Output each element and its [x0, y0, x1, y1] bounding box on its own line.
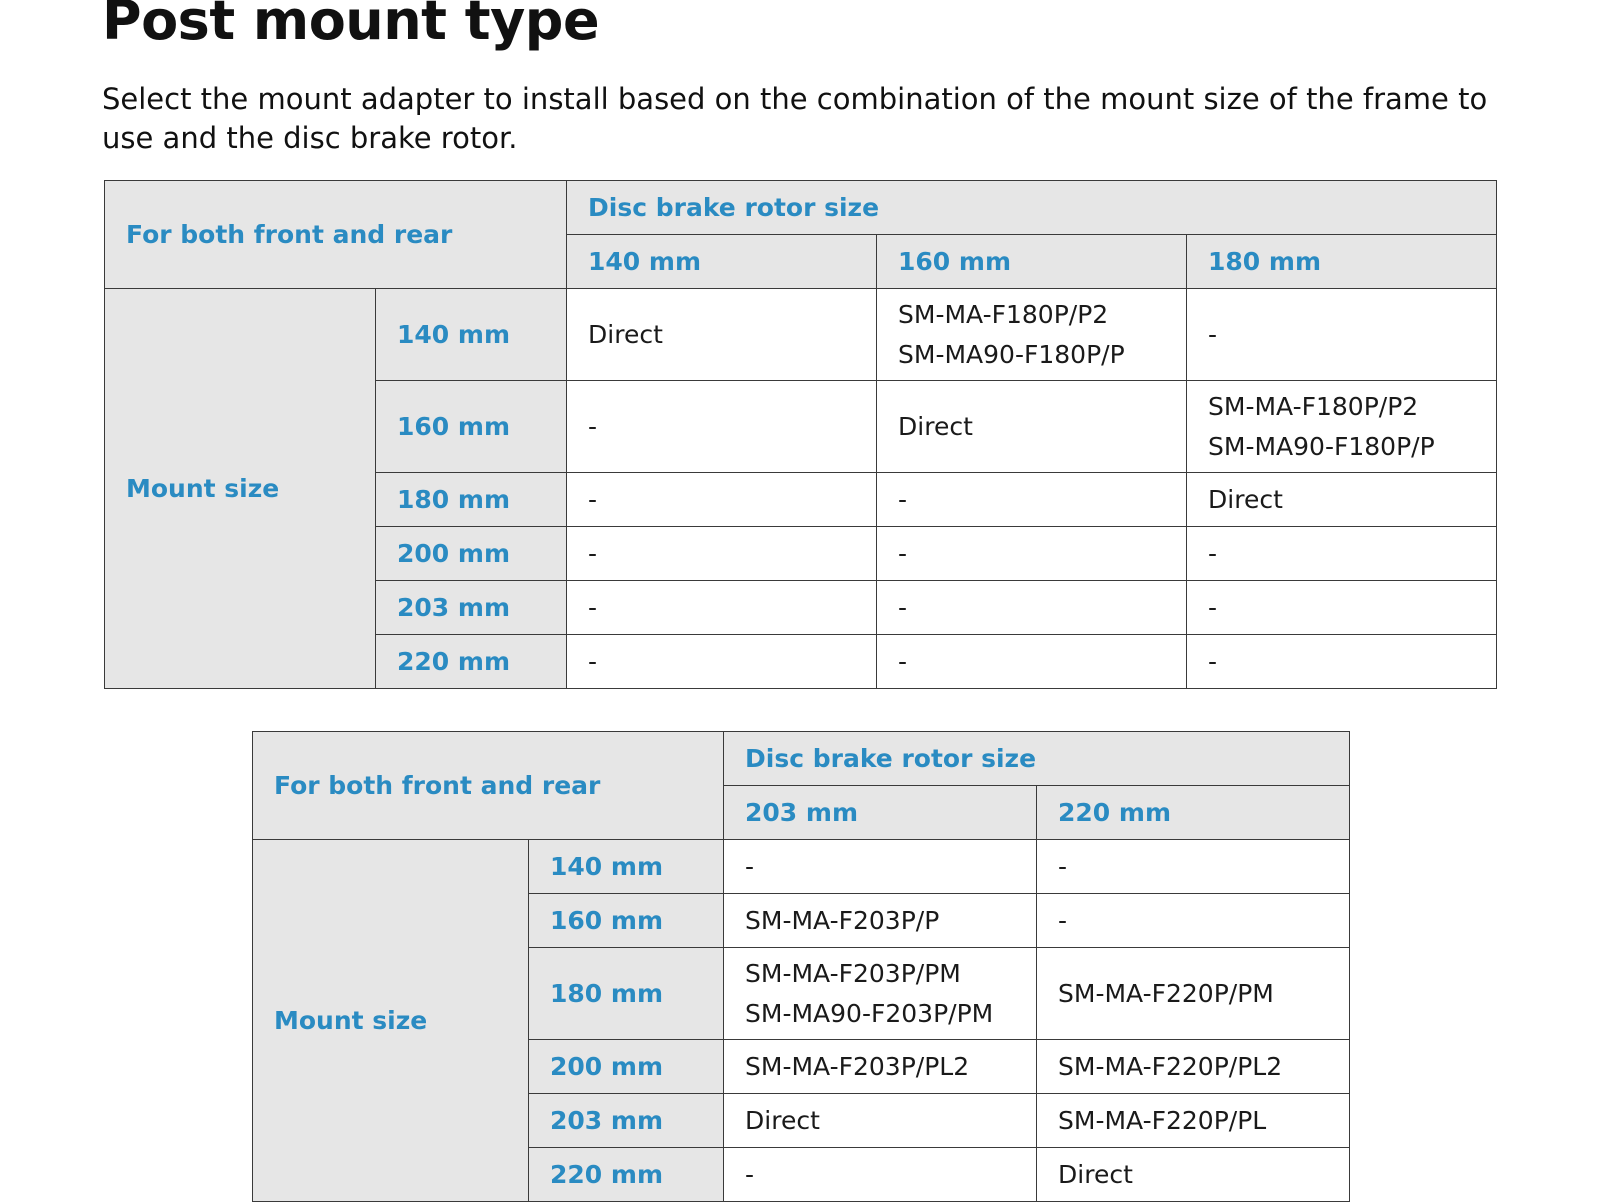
adapter-text: - [1208, 319, 1218, 349]
rotor-size-column-header: 160 mm [877, 235, 1187, 289]
corner-label: For both front and rear [253, 732, 724, 840]
mount-size-row-header: 220 mm [529, 1148, 724, 1202]
adapter-cell [567, 381, 877, 473]
adapter-text: SM-MA90-F203P/PM [745, 998, 994, 1028]
mount-size-row-header: 200 mm [376, 527, 567, 581]
mount-size-row-header: 180 mm [376, 473, 567, 527]
intro-text: Select the mount adapter to install based on the combination of the mount size of the frame to use and the disc brake rotor. [102, 82, 1488, 155]
rotor-size-column-header: 203 mm [724, 786, 1037, 840]
mount-size-row-header: 203 mm [529, 1094, 724, 1148]
adapter-text: - [588, 592, 598, 622]
adapter-cell [877, 527, 1187, 581]
adapter-cell [1037, 1094, 1350, 1148]
adapter-text: - [588, 646, 598, 676]
rotor-mount-table-1 [104, 180, 1497, 689]
adapter-text: Direct [898, 411, 973, 441]
adapter-text: - [745, 1159, 755, 1189]
adapter-cell [1187, 635, 1497, 689]
adapter-cell [1187, 473, 1497, 527]
adapter-cell [567, 581, 877, 635]
adapter-text: SM-MA-F203P/P [745, 905, 940, 935]
mount-size-row-header: 140 mm [529, 840, 724, 894]
page-title: Post mount type [102, 0, 600, 52]
adapter-text: - [588, 538, 598, 568]
adapter-text: Direct [1058, 1159, 1133, 1189]
adapter-cell [567, 635, 877, 689]
adapter-cell [1037, 840, 1350, 894]
adapter-cell [724, 894, 1037, 948]
header-row [105, 181, 1497, 235]
adapter-text: - [1058, 905, 1068, 935]
adapter-cell [1037, 894, 1350, 948]
adapter-text: SM-MA-F180P/P2 [898, 299, 1109, 329]
adapter-text: SM-MA90-F180P/P [898, 339, 1125, 369]
mount-size-group-header: Mount size [253, 840, 529, 1202]
adapter-cell [1037, 1040, 1350, 1094]
adapter-cell [1037, 1148, 1350, 1202]
adapter-cell [567, 289, 877, 381]
rotor-mount-table-2 [252, 731, 1350, 1202]
adapter-text: - [588, 484, 598, 514]
adapter-text: - [898, 646, 908, 676]
table-row [105, 289, 1497, 381]
header-row [253, 732, 1350, 786]
adapter-cell [567, 473, 877, 527]
adapter-cell [1187, 289, 1497, 381]
adapter-cell [877, 581, 1187, 635]
adapter-cell [724, 1094, 1037, 1148]
adapter-cell [724, 948, 1037, 1040]
adapter-cell [1187, 527, 1497, 581]
corner-label: For both front and rear [105, 181, 567, 289]
table-row [253, 840, 1350, 894]
adapter-text: SM-MA-F203P/PM [745, 958, 961, 988]
adapter-cell [877, 635, 1187, 689]
mount-size-row-header: 180 mm [529, 948, 724, 1040]
mount-size-row-header: 203 mm [376, 581, 567, 635]
mount-size-row-header: 200 mm [529, 1040, 724, 1094]
adapter-text: - [898, 538, 908, 568]
mount-size-row-header: 140 mm [376, 289, 567, 381]
adapter-cell [724, 1148, 1037, 1202]
adapter-text: SM-MA-F203P/PL2 [745, 1051, 970, 1081]
adapter-text: Direct [588, 319, 663, 349]
adapter-text: SM-MA-F220P/PL2 [1058, 1051, 1283, 1081]
adapter-text: - [1208, 538, 1218, 568]
adapter-text: SM-MA-F180P/P2 [1208, 391, 1419, 421]
adapter-cell [1187, 381, 1497, 473]
adapter-text: SM-MA90-F180P/P [1208, 431, 1435, 461]
adapter-text: - [1208, 592, 1218, 622]
adapter-cell [724, 1040, 1037, 1094]
adapter-text: SM-MA-F220P/PM [1058, 978, 1274, 1008]
adapter-cell [877, 289, 1187, 381]
adapter-cell [567, 527, 877, 581]
mount-size-row-header: 220 mm [376, 635, 567, 689]
adapter-text: - [1058, 851, 1068, 881]
adapter-text: - [898, 484, 908, 514]
adapter-text: - [898, 592, 908, 622]
adapter-cell [724, 840, 1037, 894]
rotor-size-column-header: 220 mm [1037, 786, 1350, 840]
adapter-text: Direct [1208, 484, 1283, 514]
rotor-size-group-header: Disc brake rotor size [724, 732, 1350, 786]
mount-size-row-header: 160 mm [376, 381, 567, 473]
rotor-size-column-header: 180 mm [1187, 235, 1497, 289]
mount-size-row-header: 160 mm [529, 894, 724, 948]
rotor-size-column-header: 140 mm [567, 235, 877, 289]
adapter-cell [877, 381, 1187, 473]
mount-size-group-header: Mount size [105, 289, 376, 689]
adapter-text: SM-MA-F220P/PL [1058, 1105, 1267, 1135]
adapter-text: Direct [745, 1105, 820, 1135]
adapter-cell [877, 473, 1187, 527]
adapter-text: - [745, 851, 755, 881]
adapter-cell [1187, 581, 1497, 635]
adapter-text: - [588, 411, 598, 441]
rotor-size-group-header: Disc brake rotor size [567, 181, 1497, 235]
adapter-text: - [1208, 646, 1218, 676]
adapter-cell [1037, 948, 1350, 1040]
